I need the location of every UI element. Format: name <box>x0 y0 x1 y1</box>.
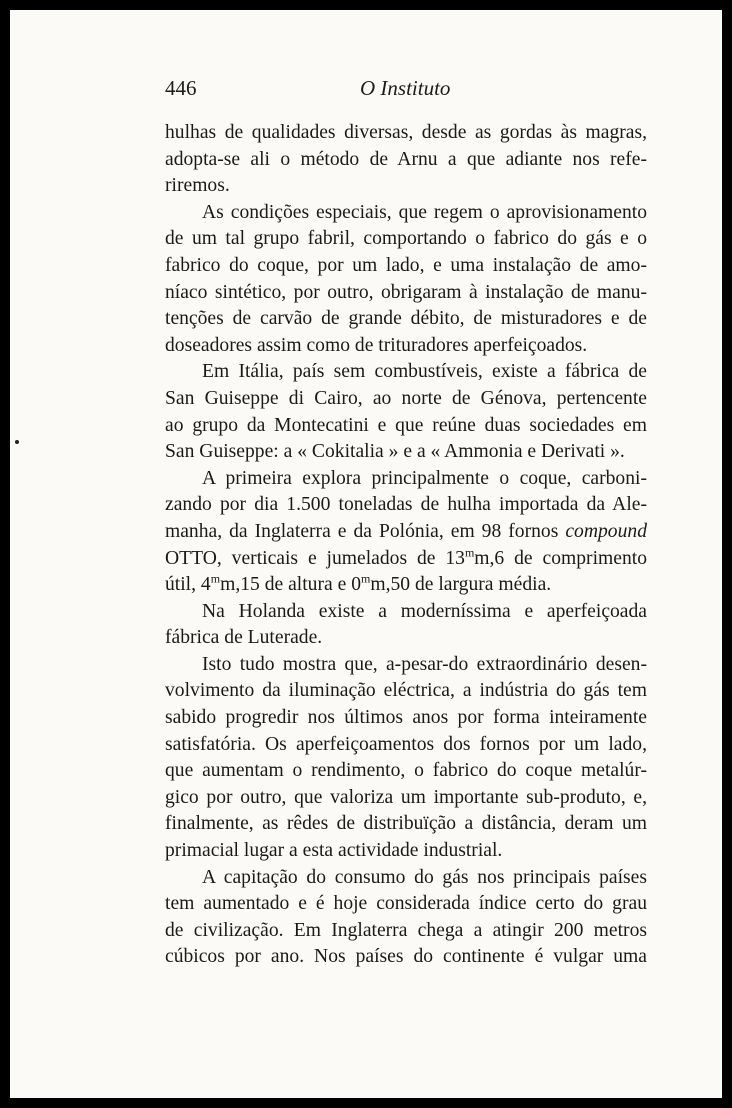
text-line: San Guiseppe: a « Cokitalia » e a « Ammonia e Derivati ». <box>165 441 625 463</box>
text-line: primacial lugar a esta actividade industrial. <box>165 840 503 862</box>
body-text <box>165 120 647 971</box>
text-line <box>165 546 647 573</box>
text-line: tem aumentado e é hoje considerada índice certo do grau <box>165 893 647 915</box>
text-line: volvimento da iluminação eléctrica, a indústria do gás tem <box>165 680 647 702</box>
text-line: adopta-se ali o método de Arnu a que adiante nos refe- <box>165 148 647 170</box>
text-line: tenções de carvão de grande débito, de misturadores e de <box>165 308 647 330</box>
paragraph <box>165 466 647 599</box>
margin-mark <box>15 440 19 444</box>
text-line: satisfatória. Os aperfeiçoamentos dos fornos por um lado, <box>165 733 647 755</box>
text-line: Isto tudo mostra que, a-pesar-do extraordinário desen- <box>202 653 647 675</box>
running-title: O Instituto <box>360 76 451 100</box>
page-number: 446 <box>165 76 197 100</box>
text-line: gico por outro, que valoriza um importante sub-produto, e, <box>165 786 647 808</box>
paragraph <box>165 652 647 865</box>
italic-word: compound <box>565 520 647 542</box>
paragraph <box>165 200 647 360</box>
text-line: A primeira explora principalmente o coque, carboni- <box>202 467 647 489</box>
text-fragment: m,6 de comprimento <box>474 547 647 569</box>
text-line <box>165 572 647 599</box>
superscript: m <box>464 544 475 559</box>
paragraph <box>165 359 647 465</box>
text-fragment: OTTO, verticais e jumelados de 13 <box>165 547 465 569</box>
text-line: zando por dia 1.500 toneladas de hulha importada da Ale- <box>165 494 647 516</box>
text-line: de um tal grupo fabril, comportando o fabrico do gás e o <box>165 228 647 250</box>
text-line: San Guiseppe di Cairo, ao norte de Génova, pertencente <box>165 387 647 409</box>
text-fragment: m,50 de largura média. <box>370 574 552 596</box>
text-line: riremos. <box>165 175 230 197</box>
text-line: finalmente, as rêdes de distribuïção a distância, deram um <box>165 813 647 835</box>
paragraph <box>165 120 647 200</box>
text-fragment: m,15 de altura e 0 <box>220 574 361 596</box>
text-line: A capitação do consumo do gás nos principais países <box>202 866 647 888</box>
text-fragment: manha, da Inglaterra e da Polónia, em 98 fornos <box>165 520 566 542</box>
text-line: fábrica de Luterade. <box>165 627 323 649</box>
text-line: cúbicos por ano. Nos países do continente é vulgar uma <box>165 946 647 968</box>
text-line: doseadores assim como de trituradores aperfeiçoados. <box>165 334 588 356</box>
text-line: hulhas de qualidades diversas, desde as gordas às magras, <box>165 122 647 143</box>
text-line: níaco sintético, por outro, obrigaram à instalação de manu- <box>165 281 647 303</box>
text-line: que aumentam o rendimento, o fabrico do coque metalúr- <box>165 760 647 782</box>
text-line: sabido progredir nos últimos anos por forma inteiramente <box>165 707 647 729</box>
text-line: ao grupo da Montecatini e que reúne duas sociedades em <box>165 414 647 436</box>
superscript: m <box>361 571 371 586</box>
text-line: As condições especiais, que regem o aprovisionamento <box>202 201 647 223</box>
text-line: fabrico do coque, por um lado, e uma instalação de amo- <box>165 254 647 276</box>
text-line: de civilização. Em Inglaterra chega a atingir 200 metros <box>165 919 647 941</box>
paragraph <box>165 599 647 652</box>
page-header <box>165 76 647 106</box>
book-page <box>10 10 722 1098</box>
text-line <box>165 519 647 546</box>
text-line: Em Itália, país sem combustíveis, existe a fábrica de <box>202 361 647 383</box>
superscript: m <box>210 571 221 586</box>
text-fragment: útil, 4 <box>165 574 211 596</box>
text-line: Na Holanda existe a moderníssima e aperfeiçoada <box>202 600 647 622</box>
paragraph <box>165 865 647 971</box>
